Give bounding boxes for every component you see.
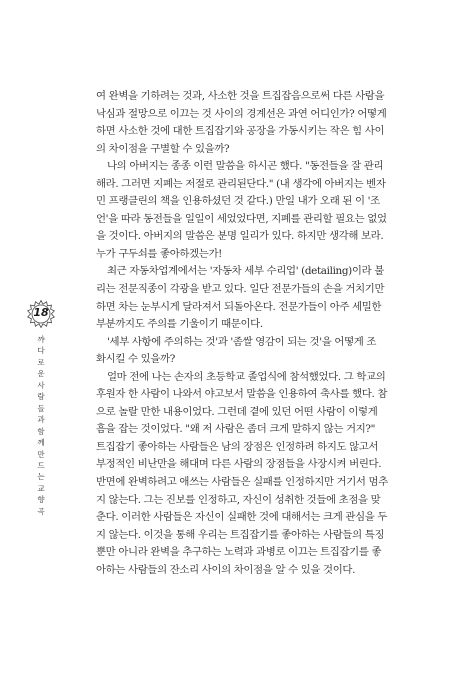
running-title: [31, 334, 51, 517]
running-title-char: 꺄: [37, 335, 45, 344]
running-title-char: 곡: [37, 506, 45, 516]
text-line: 낙심과 절망으로 이끄는 것 사이의 경계선은 과연 어디인가? 어떻게: [96, 107, 387, 120]
text-line: 춘다. 이러한 사람들은 자신이 실패한 것에 대해서는 크게 관심을 두: [96, 511, 388, 524]
text-line: 후원자 한 사람이 나와서 야고보서 말씀을 인용하여 축사를 했다. 참: [96, 388, 388, 401]
text-line: 부정적인 비난만을 해대며 다른 사람의 장점들을 사장시켜 버린다.: [96, 458, 382, 471]
running-title-char: 람: [37, 392, 45, 402]
running-title-char: 향: [37, 495, 45, 505]
paragraph: [96, 158, 430, 263]
text-line: 부분까지도 주의를 기울이기 때문이다.: [96, 318, 263, 331]
text-line: 나의 아버지는 종종 이런 말씀을 하시곤 했다. "동전들을 잘 관리: [107, 160, 384, 173]
text-line: 뿐만 아니라 완벽을 추구하는 노력과 과병로 이끄는 트집잡기를 좋: [96, 546, 382, 559]
text-line: 여 완벽을 기하려는 것과, 사소한 것을 트집잡음으로써 다른 사람을: [96, 90, 385, 102]
running-title-char: 함: [37, 426, 45, 436]
text-line: 하면 사소한 것에 대한 트집잡기와 공장을 가동시키는 작은 힘 사이: [96, 125, 385, 138]
page-number: 18: [33, 306, 49, 319]
text-line: 아하는 사람들의 잔소리 사이의 차이점을 알 수 있을 것이다.: [96, 563, 356, 576]
text-line: 반면에 완벽하려고 애쓰는 사람들은 실패를 인정하지만 거기서 멈추: [96, 476, 388, 489]
running-title-char: 는: [37, 472, 45, 482]
text-line: 지 않는다. 이것을 통해 우리는 트집잡기를 좋아하는 사람들의 특징: [96, 528, 385, 541]
text-line: 을 것이다. 아버지의 말씀은 분명 일리가 있다. 하지만 생각해 보라.: [96, 230, 384, 243]
text-line: 얼마 전에 나는 손자의 초등학교 졸업식에 참석했었다. 그 학교의: [107, 370, 386, 383]
paragraph: [96, 88, 430, 158]
running-title-char: 사: [37, 380, 45, 390]
text-line: 의 차이점을 구별할 수 있을까?: [96, 142, 230, 155]
paragraph: [96, 334, 430, 369]
paragraph: [96, 263, 430, 333]
text-line: 하면 차는 눈부시게 달라져서 되돌아온다. 전문가들이 아주 세밀한: [96, 300, 382, 313]
text-line: '세부 사항에 주의하는 것'과 '좀쌀 영감이 되는 것'을 어떻게 조: [107, 335, 377, 348]
text-line: 흠을 잡는 것이었다. "왜 저 사람은 좀더 크게 말하지 않는 거지?": [96, 423, 376, 436]
running-title-char: 운: [37, 369, 45, 379]
text-line: 지 않는다. 그는 진보를 인정하고, 자신이 성취한 것들에 초점을 맞: [96, 493, 381, 506]
running-title-char: 로: [37, 357, 45, 367]
running-title-char: 만: [37, 449, 45, 459]
page-number-badge: [27, 300, 55, 328]
running-title-char: 다: [37, 346, 45, 356]
text-line: 리는 전문직종이 각광을 받고 있다. 일단 전문가들의 손을 거치기만: [96, 283, 385, 296]
paragraph: [96, 369, 430, 580]
text-line: 민 프랭클린의 책을 인용하셨던 것 같다.) 만일 내가 오래 된 이 '조: [96, 195, 380, 208]
running-title-char: 교: [37, 483, 45, 493]
text-line: 누가 구두쇠를 좋아하겠는가!: [96, 247, 222, 260]
body-text: [96, 88, 430, 579]
text-line: 트집잡기 좋아하는 사람들은 남의 장점은 인정하려 하지도 않고서: [96, 440, 379, 453]
text-line: 화시킬 수 있을까?: [96, 353, 175, 366]
text-line: 으로 놀랄 만한 내용이었다. 그런데 곁에 있던 어떤 사람이 이렇게: [96, 405, 378, 418]
running-title-char: 께: [37, 438, 45, 448]
text-line: 언'을 따라 동전들을 일일이 세었었다면, 지폐를 관리할 필요는 없었: [96, 212, 387, 225]
text-line: 최근 자동차업계에서는 '자동차 세부 수리업' (detailing)이라 불: [107, 265, 384, 278]
running-title-char: 들: [37, 403, 45, 413]
running-title-char: 과: [37, 415, 45, 425]
running-title-char: 드: [37, 460, 45, 470]
text-line: 해라. 그러면 지폐는 저절로 관리된단다." (내 생각에 아버지는 벤자: [96, 177, 386, 190]
